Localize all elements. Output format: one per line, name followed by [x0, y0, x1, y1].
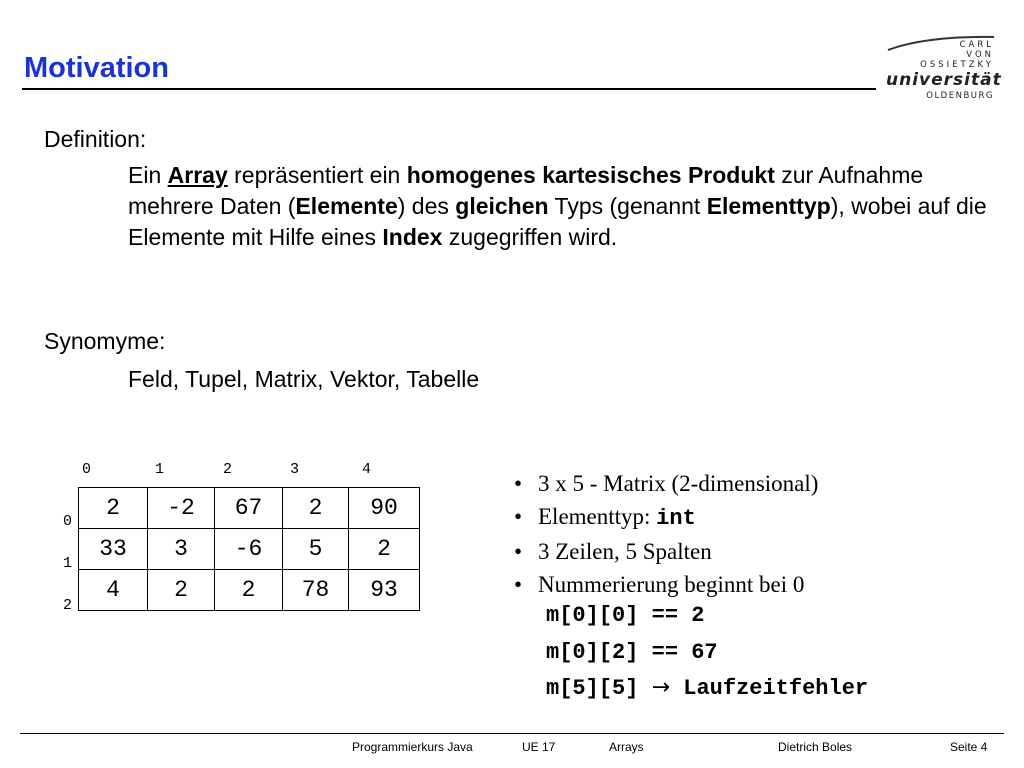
definition-text: zugegriffen wird.: [442, 224, 618, 250]
bullet-text: Elementtyp:: [538, 504, 657, 529]
bullet-item: [514, 471, 818, 497]
arrow-right-icon: →: [651, 675, 671, 700]
matrix-cell: 2: [148, 570, 215, 611]
logo-text-von: VON: [966, 50, 994, 60]
page-title: Motivation: [24, 52, 169, 84]
table-row: [79, 529, 420, 570]
column-index: 1: [155, 461, 165, 478]
code-example: m[0][2] == 67: [546, 640, 718, 665]
column-index: 0: [82, 461, 92, 478]
matrix-cell: 93: [349, 570, 420, 611]
bullet-icon: •: [514, 539, 523, 564]
row-index: 0: [63, 513, 73, 530]
bullet-icon: •: [514, 504, 523, 529]
bullet-icon: •: [514, 471, 523, 496]
matrix-cell: 5: [283, 529, 349, 570]
matrix-cell: -2: [148, 488, 215, 529]
term-homogenes-produkt: homogenes kartesisches Produkt: [406, 162, 775, 188]
term-elemente: Elemente: [295, 193, 398, 219]
bullet-text: Nummerierung beginnt bei 0: [538, 572, 805, 597]
row-index: 2: [63, 597, 73, 614]
matrix-cell: 78: [283, 570, 349, 611]
code-inline: int: [656, 506, 696, 531]
footer-divider: [20, 733, 1004, 734]
bullet-item: [514, 539, 712, 565]
footer-unit: UE 17: [522, 740, 556, 754]
matrix-cell: 4: [79, 570, 148, 611]
bullet-item: [514, 572, 804, 598]
synonyms-label: Synomyme:: [44, 328, 166, 354]
bullet-icon: •: [514, 572, 523, 597]
term-index: Index: [382, 224, 443, 250]
definition-label: Definition:: [44, 126, 147, 152]
logo-text-carl: CARL: [959, 40, 994, 50]
logo-text-ossietzky: OSSIETZKY: [920, 60, 994, 70]
table-row: [79, 488, 420, 529]
term-gleichen: gleichen: [455, 193, 549, 219]
bullet-item: [514, 504, 696, 532]
matrix-cell: 3: [148, 529, 215, 570]
term-array: Array: [167, 162, 228, 188]
university-logo: [880, 34, 1002, 104]
matrix-cell: 2: [215, 570, 283, 611]
footer-course: Programmierkurs Java: [352, 740, 473, 754]
definition-text: Typs (genannt: [548, 193, 707, 219]
logo-text-universitaet: universität: [886, 70, 1002, 90]
column-index: 2: [223, 461, 233, 478]
matrix-cell: 33: [79, 529, 148, 570]
table-row: [79, 570, 420, 611]
bullet-text: 3 x 5 - Matrix (2-dimensional): [538, 471, 819, 496]
code-text: Laufzeitfehler: [670, 676, 869, 701]
definition-paragraph: [128, 160, 988, 253]
synonyms-text: Feld, Tupel, Matrix, Vektor, Tabelle: [128, 366, 480, 392]
row-index: 1: [63, 555, 73, 572]
definition-text: ) des: [397, 193, 456, 219]
matrix-cell: 2: [79, 488, 148, 529]
bullet-text: 3 Zeilen, 5 Spalten: [538, 539, 712, 564]
code-example: [546, 675, 868, 702]
matrix-cell: 67: [215, 488, 283, 529]
matrix-cell: 2: [349, 529, 420, 570]
definition-text: repräsentiert ein: [227, 162, 407, 188]
matrix-table: [78, 487, 420, 611]
column-index: 4: [362, 461, 372, 478]
matrix-cell: 2: [283, 488, 349, 529]
code-example: m[0][0] == 2: [546, 603, 705, 628]
matrix-cell: -6: [215, 529, 283, 570]
term-elementtyp: Elementtyp: [706, 193, 831, 219]
footer-author: Dietrich Boles: [778, 740, 853, 754]
footer-topic: Arrays: [609, 740, 644, 754]
code-text: m[5][5]: [546, 676, 652, 701]
logo-text-oldenburg: OLDENBURG: [926, 91, 994, 101]
matrix-cell: 90: [349, 488, 420, 529]
definition-text: Ein: [128, 162, 168, 188]
column-index: 3: [290, 461, 300, 478]
footer-page-number: Seite 4: [950, 740, 988, 754]
definition-text: ), wobei auf die Elemente mit Hilfe eines: [128, 193, 987, 250]
definition-text: zur Aufnahme mehrere Daten (: [128, 162, 924, 219]
title-divider: [22, 88, 876, 90]
